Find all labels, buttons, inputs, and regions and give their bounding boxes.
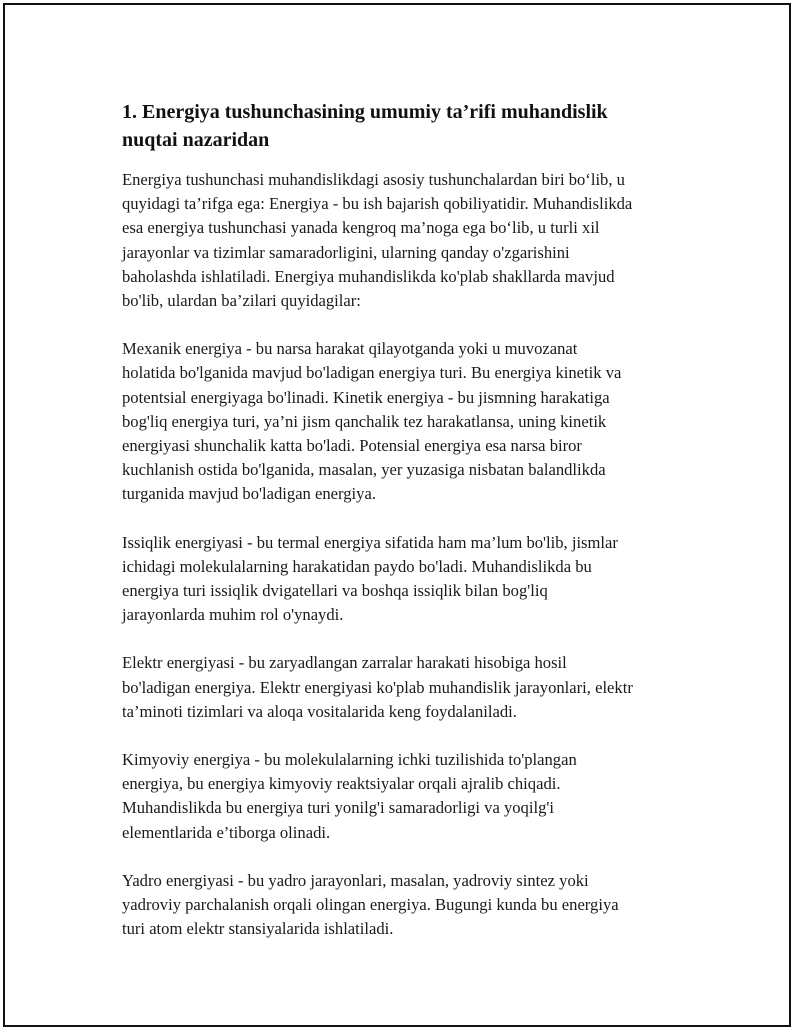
text-line: Muhandislikda bu energiya turi yonilg'i samaradorligi va yoqilg'i	[122, 798, 554, 818]
text-line: Issiqlik energiyasi - bu termal energiya sifatida ham ma’lum bo'lib, jismlar	[122, 532, 618, 552]
text-line: bo'ladigan energiya. Elektr energiyasi ko'plab muhandislik jarayonlari, elektr	[122, 677, 633, 697]
text-line: Elektr energiyasi - bu zaryadlangan zarralar harakati hisobiga hosil	[122, 653, 567, 673]
text-line: turganida mavjud bo'ladigan energiya.	[122, 484, 376, 504]
text-line: esa energiya tushunchasi yanada kengroq ma’noga ega bo‘lib, u turli xil	[122, 218, 600, 238]
text-line: kuchlanish ostida bo'lganida, masalan, yer yuzasiga nisbatan balandlikda	[122, 460, 606, 480]
section-heading	[122, 98, 702, 154]
text-line: quyidagi ta’rifga ega: Energiya - bu ish bajarish qobiliyatidir. Muhandislikda	[122, 194, 633, 214]
text-line: holatida bo'lganida mavjud bo'ladigan energiya turi. Bu energiya kinetik va	[122, 363, 622, 383]
text-line: elementlarida e’tiborga olinadi.	[122, 822, 331, 842]
text-line: Yadro energiyasi - bu yadro jarayonlari, masalan, yadroviy sintez yoki	[122, 870, 589, 890]
text-line: bo'lib, ulardan ba’zilari quyidagilar:	[122, 291, 361, 311]
text-line: jarayonlarda muhim rol o'ynaydi.	[122, 605, 344, 625]
text-line: Energiya tushunchasi muhandislikdagi asosiy tushunchalardan biri bo‘lib, u	[122, 170, 625, 189]
document-content	[122, 98, 702, 965]
paragraph-mechanical-energy	[122, 337, 702, 506]
heading-line: nuqtai nazaridan	[122, 129, 270, 151]
paragraph-nuclear-energy	[122, 869, 702, 942]
text-line: ta’minoti tizimlari va aloqa vositalarida keng foydalaniladi.	[122, 701, 517, 721]
page-frame	[3, 3, 791, 1027]
paragraph-chemical-energy	[122, 748, 702, 845]
paragraph-electric-energy	[122, 651, 702, 724]
heading-line: 1. Energiya tushunchasining umumiy ta’rifi muhandislik	[122, 101, 608, 123]
text-line: energiya turi issiqlik dvigatellari va boshqa issiqlik bilan bog'liq	[122, 581, 548, 601]
text-line: turi atom elektr stansiyalarida ishlatiladi.	[122, 919, 394, 939]
text-line: bog'liq energiya turi, ya’ni jism qanchalik tez harakatlansa, uning kinetik	[122, 411, 607, 431]
text-line: Kimyoviy energiya - bu molekulalarning ichki tuzilishida to'plangan	[122, 750, 577, 770]
text-line: yadroviy parchalanish orqali olingan energiya. Bugungi kunda bu energiya	[122, 895, 619, 915]
text-line: baholashda ishlatiladi. Energiya muhandislikda ko'plab shakllarda mavjud	[122, 266, 615, 286]
text-line: energiya, bu energiya kimyoviy reaktsiyalar orqali ajralib chiqadi.	[122, 774, 561, 794]
text-line: Mexanik energiya - bu narsa harakat qilayotganda yoki u muvozanat	[122, 339, 578, 359]
paragraph-intro	[122, 168, 702, 313]
text-line: energiyasi shunchalik katta bo'ladi. Potensial energiya esa narsa biror	[122, 436, 582, 456]
text-line: ichidagi molekulalarning harakatidan paydo bo'ladi. Muhandislikda bu	[122, 556, 592, 576]
paragraph-thermal-energy	[122, 531, 702, 628]
text-line: potentsial energiyaga bo'linadi. Kinetik energiya - bu jismning harakatiga	[122, 387, 610, 407]
text-line: jarayonlar va tizimlar samaradorligini, ularning qanday o'zgarishini	[122, 242, 570, 262]
